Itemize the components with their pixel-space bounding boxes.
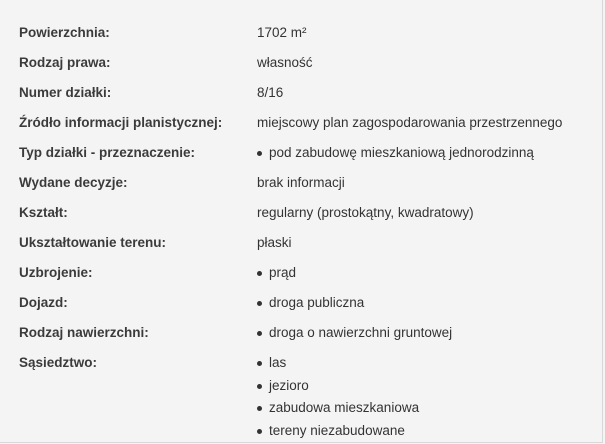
- surface-label: Rodzaj nawierzchni:: [19, 324, 149, 342]
- list-item: [257, 422, 419, 444]
- access-label: Dojazd:: [19, 294, 68, 312]
- list-item: [257, 294, 364, 317]
- utilities-label: Uzbrojenie:: [19, 264, 93, 282]
- neighborhood-item: tereny niezabudowane: [269, 423, 405, 438]
- list-item: [257, 144, 534, 167]
- neighborhood-list: [257, 354, 419, 444]
- neighborhood-item: las: [269, 355, 286, 370]
- list-item: [257, 354, 419, 377]
- access-list: [257, 294, 364, 317]
- terrain-label: Ukształtowanie terenu:: [19, 234, 166, 252]
- neighborhood-label: Sąsiedztwo:: [19, 354, 97, 372]
- planning-source-label: Źródło informacji planistycznej:: [19, 114, 222, 132]
- detail-row-neighborhood: [0, 354, 600, 443]
- bullet-icon: [257, 331, 262, 336]
- detail-row-area: [0, 24, 600, 54]
- list-item: [257, 324, 452, 347]
- detail-row-terrain: [0, 234, 600, 264]
- utilities-list: [257, 264, 296, 287]
- access-item: droga publiczna: [269, 295, 364, 310]
- decisions-value: brak informacji: [257, 174, 345, 192]
- surface-item: droga o nawierzchni gruntowej: [269, 325, 452, 340]
- shape-value: regularny (prostokątny, kwadratowy): [257, 204, 474, 222]
- detail-row-ownership: [0, 54, 600, 84]
- ownership-label: Rodzaj prawa:: [19, 54, 111, 72]
- decisions-label: Wydane decyzje:: [19, 174, 128, 192]
- detail-row-planning-source: [0, 114, 600, 144]
- bullet-icon: [257, 151, 262, 156]
- detail-row-plot-number: [0, 84, 600, 114]
- bullet-icon: [257, 361, 262, 366]
- plot-number-value: 8/16: [257, 84, 283, 102]
- detail-row-decisions: [0, 174, 600, 204]
- bullet-icon: [257, 429, 262, 434]
- list-item: [257, 264, 296, 287]
- planning-source-value: miejscowy plan zagospodarowania przestrzennego: [257, 114, 562, 132]
- ownership-value: własność: [257, 54, 313, 72]
- shape-label: Kształt:: [19, 204, 68, 222]
- detail-row-surface: [0, 324, 600, 354]
- plot-type-item: pod zabudowę mieszkaniową jednorodzinną: [269, 145, 534, 160]
- plot-number-label: Numer działki:: [19, 84, 111, 102]
- list-item: [257, 399, 419, 422]
- detail-row-access: [0, 294, 600, 324]
- area-value: 1702 m²: [257, 24, 307, 42]
- terrain-value: płaski: [257, 234, 292, 252]
- plot-type-list: [257, 144, 534, 167]
- neighborhood-item: zabudowa mieszkaniowa: [269, 400, 419, 415]
- bullet-icon: [257, 271, 262, 276]
- plot-type-label: Typ działki - przeznaczenie:: [19, 144, 195, 162]
- detail-row-plot-type: [0, 144, 600, 174]
- detail-row-shape: [0, 204, 600, 234]
- bullet-icon: [257, 384, 262, 389]
- area-label: Powierzchnia:: [19, 24, 110, 42]
- bullet-icon: [257, 301, 262, 306]
- neighborhood-item: jezioro: [269, 378, 309, 393]
- list-item: [257, 377, 419, 400]
- detail-row-utilities: [0, 264, 600, 294]
- bullet-icon: [257, 406, 262, 411]
- utilities-item: prąd: [269, 265, 296, 280]
- surface-list: [257, 324, 452, 347]
